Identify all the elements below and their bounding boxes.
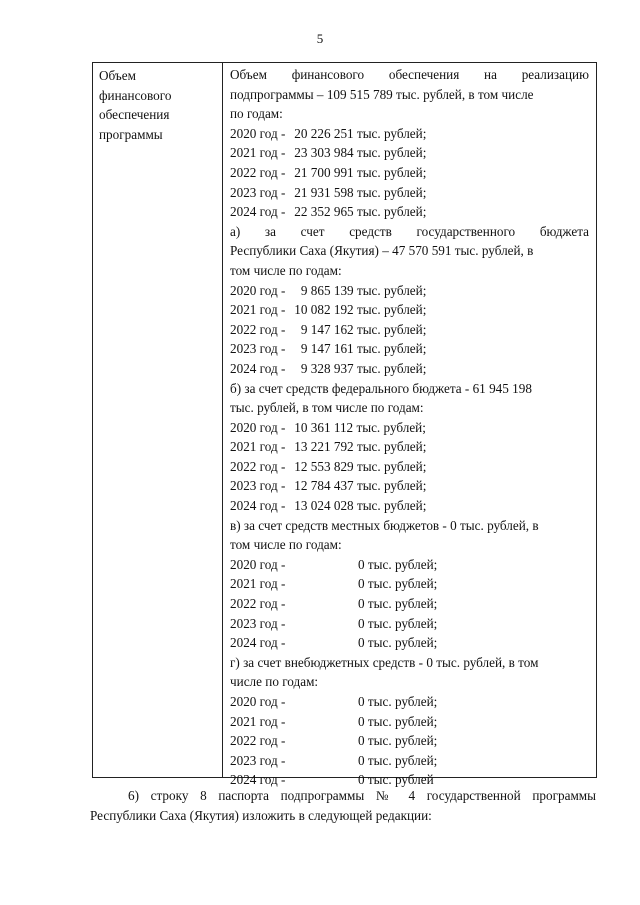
year-row [230,143,589,163]
word: реализацию [521,67,589,82]
year-label: 2024 год - [230,635,286,651]
year-value: 9 147 161 тыс. рублей; [300,341,427,357]
section-v-heading: в) за счет средств местных бюджетов - 0 тыс. рублей, в [230,517,539,533]
year-label: 2020 год - [230,419,286,435]
word: Объем [230,67,267,82]
year-row [230,731,589,751]
row-label-cell [93,63,223,777]
word: бюджета [539,223,589,239]
year-label: 2021 год - [230,145,286,161]
year-label: 2021 год - [230,439,286,455]
year-row [230,574,589,594]
year-label: 2023 год - [230,184,286,200]
word: счет [300,223,325,239]
year-value: 0 тыс. рублей; [358,694,438,709]
year-row [230,418,589,438]
year-label: 2020 год - [230,556,286,572]
year-value: 12 553 829 тыс. рублей; [294,458,427,474]
word: государственного [416,223,516,239]
year-row [230,124,589,144]
page-number: 5 [316,31,324,46]
year-value: 9 328 937 тыс. рублей; [300,360,427,376]
year-value: 0 тыс. рублей [358,772,434,788]
year-label: 2022 год - [230,458,286,474]
year-value: 9 865 139 тыс. рублей; [300,282,427,298]
year-label: 2022 год - [230,321,286,337]
word: за [264,223,276,239]
amendment-paragraph [90,786,596,826]
year-label: 2022 год - [230,596,286,612]
year-label: 2024 год - [230,498,286,514]
year-value: 0 тыс. рублей; [358,713,438,729]
section-g-heading: числе по годам: [230,674,319,690]
year-value: 23 303 984 тыс. рублей; [294,145,427,161]
year-value: 0 тыс. рублей; [358,556,438,572]
year-row [230,359,589,379]
row-value-cell [223,63,596,788]
section-a-heading: Республики Саха (Якутия) – 47 570 591 тыс. рублей, в [230,243,534,259]
year-row [230,339,589,359]
year-label: 2024 год - [230,360,286,376]
word: финансового [291,67,365,82]
word: средств [349,223,392,239]
word: на [484,67,497,82]
year-label: 2024 год - [230,204,286,220]
section-b-heading: б) за счет средств федерального бюджета - 61 945 198 [230,380,532,396]
year-label: 2021 год - [230,302,286,318]
year-row [230,163,589,183]
year-value: 9 147 162 тыс. рублей; [300,321,427,337]
year-value: 21 700 991 тыс. рублей; [294,164,427,180]
year-value: 0 тыс. рублей; [358,635,438,651]
year-value: 0 тыс. рублей; [358,596,438,612]
intro-line [230,65,589,85]
row-label-line: программы [99,126,163,142]
year-row [230,594,589,614]
year-row [230,496,589,516]
section-a-heading [230,222,589,242]
year-value: 21 931 598 тыс. рублей; [294,184,427,200]
year-label: 2023 год - [230,615,286,631]
year-label: 2020 год - [230,694,286,709]
year-row [230,437,589,457]
year-label: 2024 год - [230,772,286,788]
year-value: 0 тыс. рублей; [358,615,438,631]
year-value: 0 тыс. рублей; [358,752,438,768]
paragraph-line: 6) строку 8 паспорта подпрограммы № 4 государственной программы [128,788,596,803]
year-row [230,300,589,320]
year-value: 0 тыс. рублей; [358,576,438,592]
year-row [230,692,589,712]
year-value: 13 221 792 тыс. рублей; [294,439,427,455]
year-row [230,751,589,771]
year-row [230,614,589,634]
year-label: 2022 год - [230,164,286,180]
year-label: 2022 год - [230,733,286,749]
section-g-heading: г) за счет внебюджетных средств - 0 тыс. рублей, в том [230,654,539,670]
year-value: 12 784 437 тыс. рублей; [294,478,427,494]
year-label: 2021 год - [230,576,286,592]
paragraph-line: Республики Саха (Якутия) изложить в следующей редакции: [90,808,432,823]
year-value: 20 226 251 тыс. рублей; [294,125,427,141]
row-label-line: Объем [99,68,136,83]
year-label: 2023 год - [230,752,286,768]
word: обеспечения [388,67,460,82]
section-b-heading: тыс. рублей, в том числе по годам: [230,400,424,416]
year-label: 2021 год - [230,713,286,729]
year-label: 2020 год - [230,282,286,298]
year-label: 2023 год - [230,478,286,494]
passport-table [92,62,597,788]
year-value: 10 361 112 тыс. рублей; [294,419,426,435]
row-label-line: финансового [99,87,172,103]
year-value: 0 тыс. рублей; [358,733,438,749]
intro-line: по годам: [230,106,283,122]
year-label: 2023 год - [230,341,286,357]
year-row [230,183,589,203]
year-value: 10 082 192 тыс. рублей; [294,302,427,318]
year-value: 13 024 028 тыс. рублей; [294,498,427,514]
intro-line: подпрограммы – 109 515 789 тыс. рублей, в том числе [230,86,534,102]
year-label: 2020 год - [230,125,286,141]
row-label-line: обеспечения [99,107,170,123]
section-a-heading: том числе по годам: [230,262,342,278]
year-value: 22 352 965 тыс. рублей; [294,204,427,220]
year-row [230,555,589,575]
section-v-heading: том числе по годам: [230,537,342,553]
year-row [230,320,589,340]
year-row [230,202,589,222]
year-row [230,281,589,301]
word: а) [230,223,241,239]
year-row [230,633,589,653]
year-row [230,457,589,477]
year-row [230,712,589,732]
year-row [230,476,589,496]
